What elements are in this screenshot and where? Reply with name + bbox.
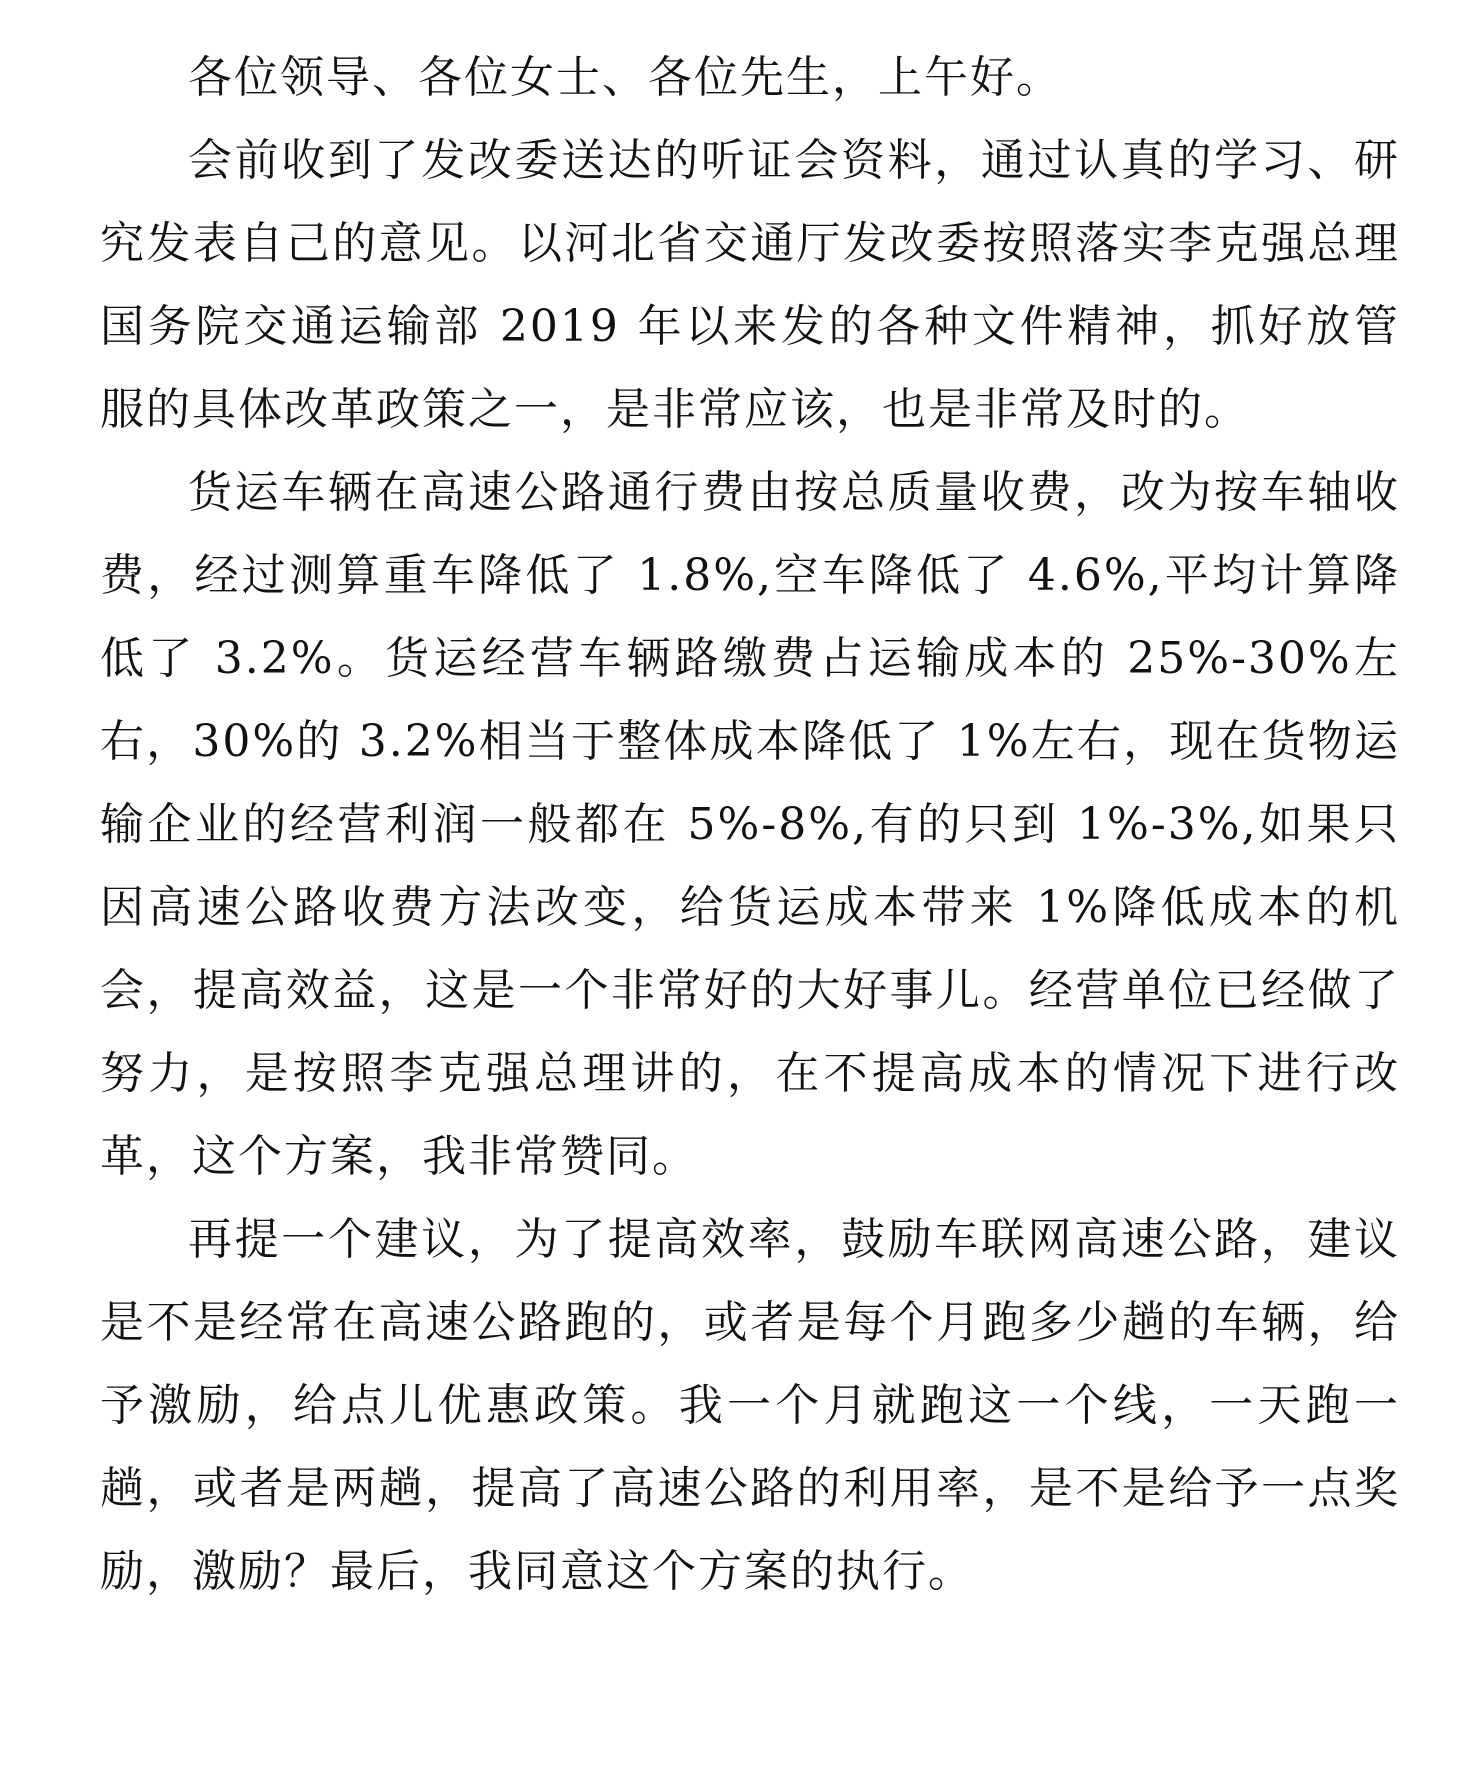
paragraph-suggestion: 再提一个建议，为了提高效率，鼓励车联网高速公路，建议是不是经常在高速公路跑的，或者是每个月跑多少趟的车辆，给予激励，给点儿优惠政策。我一个月就跑这一个线，一天跑一趟，或者是两趟，提高了高速公路的利用率，是不是给予一点奖励，激励？最后，我同意这个方案的执行。 [100,1214,1400,1597]
paragraph-greeting: 各位领导、各位女士、各位先生，上午好。 [188,52,1062,103]
paragraph-opinion: 会前收到了发改委送达的听证会资料，通过认真的学习、研究发表自己的意见。以河北省交通厅发改委按照落实李克强总理国务院交通运输部 2019 年以来发的各种文件精神，抓好放管服的具体改革政策之一，是非常应该，也是非常及时的。 [100,135,1400,435]
paragraph-toll-analysis: 货运车辆在高速公路通行费由按总质量收费，改为按车轴收费，经过测算重车降低了 1.8%,空车降低了 4.6%,平均计算降低了 3.2%。货运经营车辆路缴费占运输成本的 25%-30%左右，30%的 3.2%相当于整体成本降低了 1%左右，现在货物运输企业的经营利润一般都在 5%-8%,有的只到 1%-3%,如果只因高速公路收费方法改变，给货运成本带来 1%降低成本的机会，提高效益，这是一个非常好的大好事儿。经营单位已经做了努力，是按照李克强总理讲的，在不提高成本的情况下进行改革，这个方案，我非常赞同。 [100,467,1400,1182]
document-page [100,36,1400,1613]
